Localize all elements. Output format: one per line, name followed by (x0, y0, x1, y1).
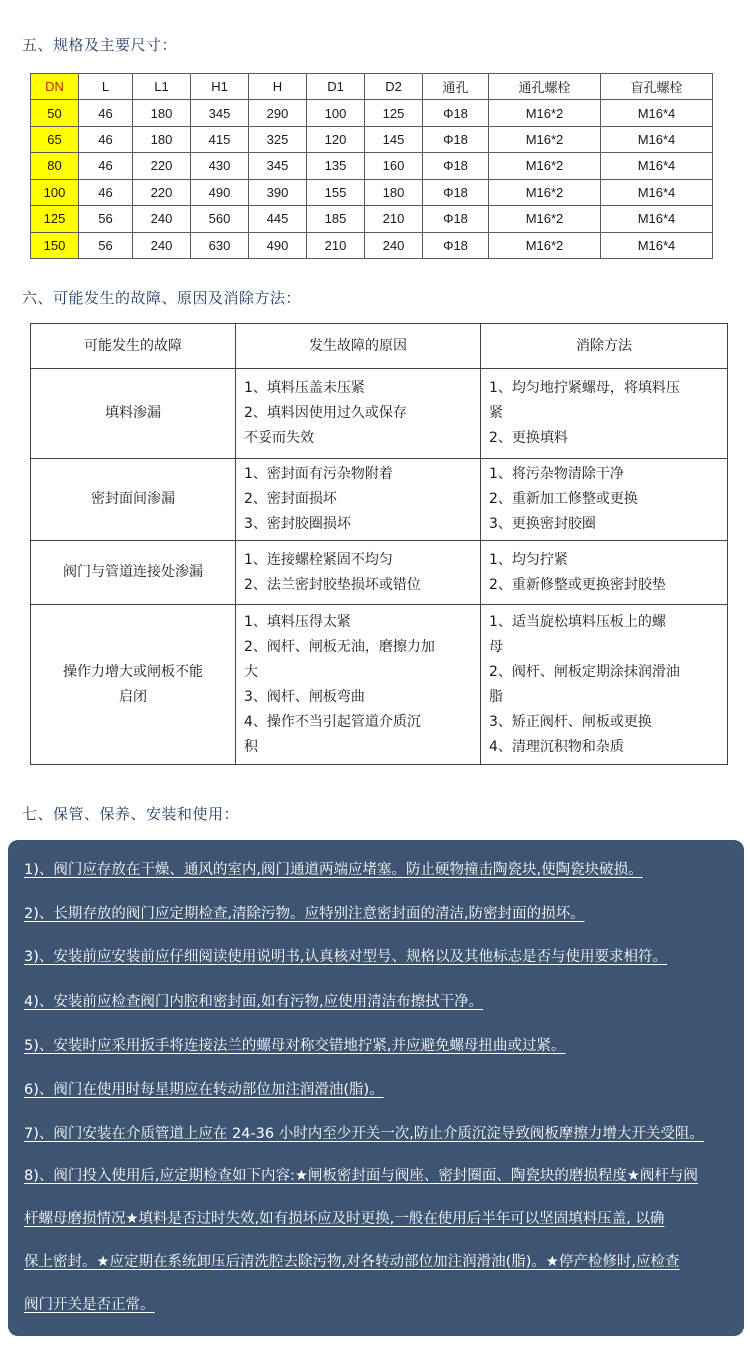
care-item: 2)、长期存放的阀门应定期检查,清除污物。应特别注意密封面的清洁,防密封面的损坏。 (24, 906, 585, 922)
spec-cell: M16*2 (489, 100, 601, 126)
care-item: 5)、安装时应采用扳手将连接法兰的螺母对称交错地拧紧,并应避免螺母扭曲或过紧。 (24, 1038, 566, 1054)
cause-line: 2、密封面损坏 (244, 491, 337, 507)
spec-header-cell: D1 (307, 74, 365, 100)
spec-cell: 56 (79, 232, 133, 258)
section-title-specs: 五、规格及主要尺寸： (22, 36, 178, 54)
spec-header-cell: L (79, 74, 133, 100)
spec-cell: 100 (307, 100, 365, 126)
care-item: 7)、阀门安装在介质管道上应在 24-36 小时内至少开关一次,防止介质沉淀导致阀板摩擦力增大开关受阻。 (24, 1126, 704, 1142)
fault-row (31, 541, 728, 605)
spec-table-row (31, 232, 713, 258)
spec-table-row (31, 126, 713, 152)
fix-line: 1、均匀地拧紧螺母，将填料压 (489, 380, 680, 396)
spec-cell: M16*2 (489, 232, 601, 258)
spec-cell: 180 (133, 100, 191, 126)
cause-line: 3、密封胶圈损坏 (244, 516, 351, 532)
fault-row (31, 459, 728, 541)
spec-cell: 135 (307, 153, 365, 179)
cause-line: 大 (244, 663, 258, 680)
spec-cell: M16*2 (489, 206, 601, 232)
spec-cell: 46 (79, 100, 133, 126)
spec-table-row (31, 206, 713, 232)
spec-cell: 220 (133, 179, 191, 205)
fault-fixes (481, 459, 728, 541)
spec-cell: 445 (249, 206, 307, 232)
cause-line: 1、密封面有污杂物附着 (244, 466, 393, 482)
spec-cell: 630 (191, 232, 249, 258)
care-item-8-line: 阀门开关是否正常。 (24, 1297, 155, 1313)
spec-cell: Φ18 (423, 126, 489, 152)
fix-line: 2、重新修整或更换密封胶垫 (489, 576, 666, 593)
fault-table (30, 323, 727, 765)
spec-cell: 155 (307, 179, 365, 205)
spec-cell: 180 (365, 179, 423, 205)
cause-line: 4、操作不当引起管道介质沉 (244, 713, 421, 730)
spec-header-cell: 通孔螺栓 (489, 74, 601, 100)
spec-cell: M16*4 (601, 100, 713, 126)
care-item: 1)、阀门应存放在干燥、通风的室内,阀门通道两端应堵塞。防止硬物撞击陶瓷块,使陶瓷块破损。 (24, 862, 643, 878)
spec-cell: 325 (249, 126, 307, 152)
fix-line: 2、更换填料 (489, 430, 568, 446)
spec-cell: M16*4 (601, 179, 713, 205)
care-item: 3)、安装前应安装前应仔细阅读使用说明书,认真核对型号、规格以及其他标志是否与使用要求相符。 (24, 949, 667, 965)
care-item-8-line: 8)、阀门投入使用后,应定期检查如下内容:★闸板密封面与阀座、密封圈面、陶瓷块的磨损程度★阀杆与阀 (24, 1168, 698, 1184)
spec-cell: M16*2 (489, 126, 601, 152)
section-title-care: 七、保管、保养、安装和使用： (22, 805, 240, 823)
spec-cell: 210 (307, 232, 365, 258)
fault-fixes (481, 541, 728, 605)
spec-cell: 430 (191, 153, 249, 179)
care-item: 4)、安装前应检查阀门内腔和密封面,如有污物,应使用清洁布擦拭干净。 (24, 994, 484, 1010)
fault-name-line: 启闭 (119, 688, 147, 705)
fault-fixes (481, 605, 728, 765)
spec-table-header (31, 74, 713, 100)
cause-line: 2、阀杆、闸板无油，磨擦力加 (244, 638, 435, 655)
spec-cell: M16*4 (601, 232, 713, 258)
fault-header-fault: 可能发生的故障 (31, 324, 236, 369)
fault-header-fix: 消除方法 (481, 324, 728, 369)
spec-cell: Φ18 (423, 206, 489, 232)
spec-cell: M16*4 (601, 126, 713, 152)
fix-line: 3、矫正阀杆、闸板或更换 (489, 713, 652, 730)
spec-header-cell: H (249, 74, 307, 100)
fix-line: 1、将污杂物清除干净 (489, 466, 624, 482)
spec-cell: 46 (79, 126, 133, 152)
fault-name: 密封面间渗漏 (31, 459, 236, 541)
fault-causes (236, 605, 481, 765)
spec-cell: M16*2 (489, 153, 601, 179)
spec-cell: 490 (191, 179, 249, 205)
fault-causes (236, 541, 481, 605)
spec-table-row (31, 179, 713, 205)
care-item-8-line: 保上密封。★应定期在系统卸压后清洗腔去除污物,对各转动部位加注润滑油(脂)。★停产检修时,应检查 (24, 1254, 680, 1270)
spec-cell-dn: 50 (31, 100, 79, 126)
cause-line: 3、阀杆、闸板弯曲 (244, 688, 365, 705)
spec-cell: 160 (365, 153, 423, 179)
spec-cell: 240 (365, 232, 423, 258)
spec-cell-dn: 125 (31, 206, 79, 232)
fix-line: 1、适当旋松填料压板上的螺 (489, 613, 666, 630)
spec-cell: 185 (307, 206, 365, 232)
care-instructions-box (8, 840, 744, 1336)
fix-line: 1、均匀拧紧 (489, 551, 568, 568)
spec-cell: 46 (79, 179, 133, 205)
spec-cell: 180 (133, 126, 191, 152)
spec-cell: 125 (365, 100, 423, 126)
spec-cell: M16*4 (601, 206, 713, 232)
fix-line: 母 (489, 638, 503, 655)
spec-header-cell: H1 (191, 74, 249, 100)
fix-line: 紧 (489, 405, 503, 421)
fix-line: 3、更换密封胶圈 (489, 516, 596, 532)
spec-cell: 490 (249, 232, 307, 258)
fault-causes (236, 459, 481, 541)
spec-cell: 46 (79, 153, 133, 179)
cause-line: 1、填料压得太紧 (244, 613, 351, 630)
spec-cell: 145 (365, 126, 423, 152)
spec-cell: M16*2 (489, 179, 601, 205)
fault-fixes (481, 369, 728, 459)
spec-cell-dn: 100 (31, 179, 79, 205)
fault-name (31, 605, 236, 765)
spec-header-cell: 盲孔螺栓 (601, 74, 713, 100)
spec-cell-dn: 150 (31, 232, 79, 258)
fault-name: 阀门与管道连接处渗漏 (31, 541, 236, 605)
cause-line: 1、连接螺栓紧固不均匀 (244, 551, 393, 568)
spec-header-cell: 通孔 (423, 74, 489, 100)
spec-cell: 415 (191, 126, 249, 152)
care-item: 6)、阀门在使用时每星期应在转动部位加注润滑油(脂)。 (24, 1082, 384, 1098)
spec-cell: Φ18 (423, 232, 489, 258)
spec-cell-dn: 65 (31, 126, 79, 152)
fix-line: 4、清理沉积物和杂质 (489, 738, 624, 755)
spec-cell: 240 (133, 206, 191, 232)
spec-table-row (31, 153, 713, 179)
spec-cell: 56 (79, 206, 133, 232)
cause-line: 1、填料压盖未压紧 (244, 380, 365, 396)
spec-cell: 120 (307, 126, 365, 152)
fault-table-header (31, 324, 728, 369)
spec-cell: 560 (191, 206, 249, 232)
fix-line: 2、阀杆、闸板定期涂抹润滑油 (489, 663, 680, 680)
spec-cell: Φ18 (423, 100, 489, 126)
cause-line: 2、填料因使用过久或保存 (244, 405, 407, 421)
fault-row (31, 605, 728, 765)
spec-header-cell: D2 (365, 74, 423, 100)
spec-table-row (31, 100, 713, 126)
spec-cell: 345 (249, 153, 307, 179)
fix-line: 脂 (489, 688, 503, 705)
spec-table (30, 73, 712, 259)
fault-causes (236, 369, 481, 459)
care-item-8-line: 杆螺母磨损情况★填料是否过时失效,如有损坏应及时更换,一般在使用后半年可以坚固填料压盖, 以确 (24, 1211, 665, 1227)
fault-row (31, 369, 728, 459)
care-item-8 (24, 1155, 740, 1327)
spec-cell: 220 (133, 153, 191, 179)
cause-line: 不妥而失效 (244, 430, 314, 446)
spec-cell: 390 (249, 179, 307, 205)
spec-cell: 345 (191, 100, 249, 126)
spec-header-dn: DN (31, 74, 79, 100)
fault-name: 填料渗漏 (31, 369, 236, 459)
spec-header-cell: L1 (133, 74, 191, 100)
spec-cell: 240 (133, 232, 191, 258)
spec-cell-dn: 80 (31, 153, 79, 179)
spec-cell: 290 (249, 100, 307, 126)
spec-cell: 210 (365, 206, 423, 232)
spec-cell: Φ18 (423, 153, 489, 179)
spec-cell: M16*4 (601, 153, 713, 179)
cause-line: 积 (244, 738, 258, 755)
fault-name-line: 操作力增大或闸板不能 (63, 663, 203, 680)
cause-line: 2、法兰密封胶垫损坏或错位 (244, 576, 421, 593)
section-title-faults: 六、可能发生的故障、原因及消除方法： (22, 289, 302, 307)
spec-cell: Φ18 (423, 179, 489, 205)
fault-header-cause: 发生故障的原因 (236, 324, 481, 369)
fix-line: 2、重新加工修整或更换 (489, 491, 638, 507)
